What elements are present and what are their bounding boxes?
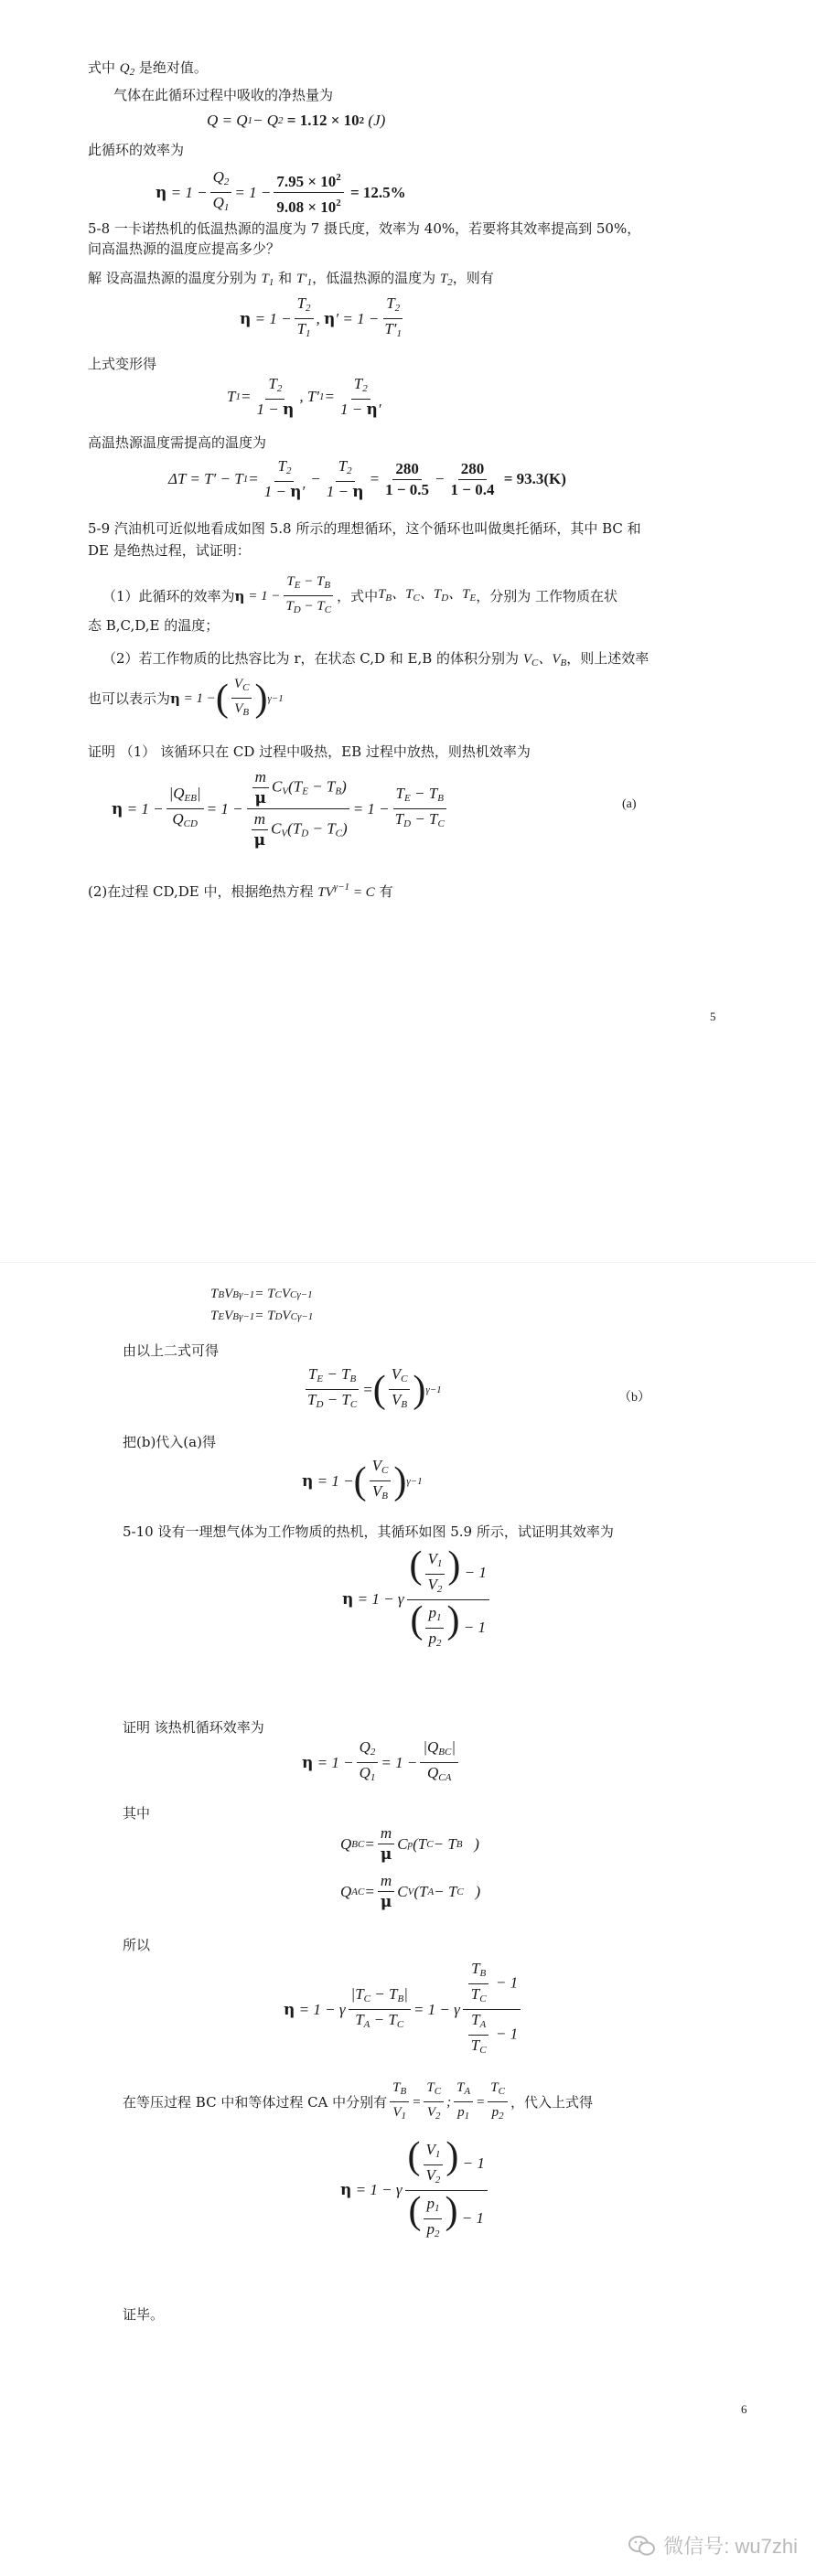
equation-otto-efficiency: η = 1 − $\frac{|Q_{EB}|}{Q_{CD}}$ = 1 − $\frac{m}{\mu}$ $C_V(T_E - T_B)$ $\frac{m}{\mu}$ $C_V(T_D - T_C)$ = 1 − $\frac{T_E - T_B}{T_D - T_C}$	[112, 768, 450, 850]
equation-gamma: η = 1 − γ $\frac{|T_C - T_B|}{T_A - T_C}$ = 1 − γ $\frac{T_B}{T_C}$ − 1 $\frac{T_A}{T_C}$ − 1	[284, 1960, 523, 2059]
page-6	[0, 1262, 816, 2576]
text-line: 气体在此循环过程中吸收的净热量为	[113, 87, 334, 103]
equation-adiabatic-1: T B V B γ−1 = T C V C γ−1	[210, 1287, 313, 1301]
equation-carnot: η = 1 − $\frac{T_2}{T_1}$ , η ′ = 1 − $\frac{T_2}{T'_1}$	[240, 294, 403, 339]
proof-line: 证明 该热机循环效率为	[123, 1719, 264, 1736]
equation-qac: Q AC = $\frac{m}{\mu}$ C V (T A − T C )	[340, 1872, 481, 1911]
equation-net-heat: Q = Q 1 − Q 2 = 1.12 × 10 2 (J)	[207, 112, 386, 129]
equation-t1: T 1 = $\frac{T_2}{1 - \eta}$ , T′ 1 = $\frac{T_2}{1 - \eta'}$	[227, 375, 381, 419]
text-line: 问高温热源的温度应提高多少？	[88, 240, 281, 257]
text-line: 态 B,C,D,E 的温度；	[88, 617, 220, 634]
proof-line: 证明 （1） 该循环只在 CD 过程中吸热，EB 过程中放热，则热机效率为	[88, 743, 531, 760]
equation-qbc: Q BC = $\frac{m}{\mu}$ C p (T C − T B )	[340, 1824, 479, 1864]
text-line: 高温热源温度需提高的温度为	[88, 434, 267, 451]
equation-b: $\frac{T_E - T_B}{T_D - T_C}$ = ( $\frac{V_C}{V_B}$ ) γ−1	[302, 1365, 442, 1414]
equation-efficiency: η = 1 − $\frac{Q_2}{Q_1}$ = 1 − $\frac{7.95 \times 10^2}{9.08 \times 10^2}$ = 12.5%	[156, 168, 406, 216]
wechat-icon	[628, 2535, 656, 2557]
text-line: 证毕。	[123, 2306, 165, 2323]
text-line: 由以上二式可得	[123, 1342, 220, 1359]
text-line: 此循环的效率为	[88, 142, 185, 158]
text-line: DE 是绝热过程，试证明：	[88, 542, 251, 559]
equation-tag-b: （b）	[618, 1391, 650, 1405]
text-line: 式中 $Q_2$ 是绝对值。	[88, 59, 208, 78]
watermark	[628, 2531, 798, 2560]
text-line: （2）若工作物质的比热容比为 r，在状态 C,D 和 E,B 的体积分别为 $V_C$、$V_B$，则上述效率	[102, 650, 650, 668]
equation-delta-t: ΔT = T′ − T 1 = $\frac{T_2}{1 - \eta'}$ − $\frac{T_2}{1 - \eta}$ = $\frac{280}{1 - 0.5}$ − $\frac{280}{1 - 0.4}$ = 93.3(K)	[168, 457, 566, 501]
equation-adiabatic-2: T E V B γ−1 = T D V C γ−1	[210, 1309, 314, 1323]
solution-line: 解 设高温热源的温度分别为 $T_1$ 和 $T'_1$，低温热源的温度为 $T_2$，则有	[88, 270, 494, 288]
problem-5-8: 5-8 一卡诺热机的低温热源的温度为 7 摄氏度，效率为 40%，若要将其效率提高到 50%，	[88, 220, 641, 237]
problem-5-9: 5-9 汽油机可近似地看成如图 5.8 所示的理想循环，这个循环也叫做奥托循环，其中 BC 和	[88, 520, 641, 537]
equation-result-1: η = 1 − ( $\frac{V_C}{V_B}$ ) γ−1	[302, 1457, 423, 1502]
page-number: 5	[710, 1010, 716, 1023]
equation-eff-q: η = 1 − $\frac{Q_2}{Q_1}$ = 1 − $\frac{|Q_{BC}|}{Q_{CA}}$	[302, 1738, 461, 1787]
equation-tag-a: (a)	[622, 797, 637, 811]
text-line: 上式变形得	[88, 356, 157, 372]
watermark-text: 微信号: wu7zhi	[663, 2535, 798, 2558]
text-line: 也可以表示为 η = 1 − ( $\frac{V_C}{V_B}$ ) γ−1	[88, 677, 284, 720]
text-line: 在等压过程 BC 中和等体过程 CA 中分别有 $\frac{T_B}{V_1}$ = $\frac{T_C}{V_2}$ ; $\frac{T_A}{p_1}$ = $\frac{T_C}{p_2}$ ，代入上式得	[123, 2080, 593, 2122]
equation-5-10: η = 1 − γ ( $\frac{V_1}{V_2}$ ) − 1 ( $\frac{p_1}{p_2}$ ) − 1	[342, 1546, 492, 1652]
page-number: 6	[741, 2402, 747, 2416]
text-line: 所以	[123, 1937, 151, 1953]
text-line: （1）此循环的效率为 η = 1 − $\frac{T_E - T_B}{T_D - T_C}$ ，式中 $T_B$、$T_C$、$T_D$、$T_E$ ，分别为 工作物质在状	[102, 574, 617, 615]
problem-5-10: 5-10 设有一理想气体为工作物质的热机，其循环如图 5.9 所示，试证明其效率为	[123, 1523, 614, 1540]
text-line: 把(b)代入(a)得	[123, 1434, 216, 1450]
page-5	[0, 0, 816, 1262]
text-line: 其中	[123, 1805, 151, 1822]
equation-final: η = 1 − γ ( $\frac{V_1}{V_2}$ ) − 1 ( $\frac{p_1}{p_2}$ ) − 1	[340, 2137, 490, 2243]
proof-line: (2)在过程 CD,DE 中，根据绝热方程 $TV^{\gamma-1} = C$ 有	[88, 882, 393, 900]
